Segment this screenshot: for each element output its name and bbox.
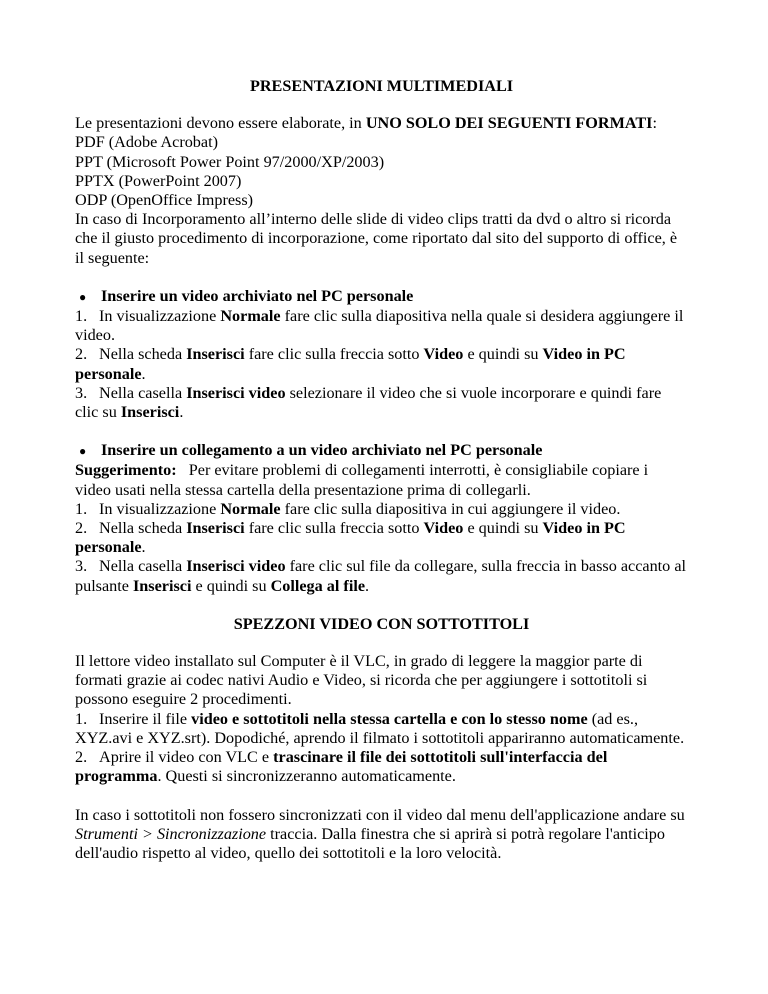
numbered-step <box>75 748 688 786</box>
step-bold-text: Inserisci video <box>186 383 286 402</box>
section1-heading <box>75 287 688 307</box>
intro-bold: UNO SOLO DEI SEGUENTI FORMATI <box>365 114 653 133</box>
tip-label: Suggerimento: <box>75 461 177 480</box>
step-text: Inserire il file <box>99 709 192 728</box>
step-text: Aprire il video con VLC e <box>99 748 274 767</box>
step-bold-text: Inserisci <box>186 345 245 364</box>
step-text: fare clic sulla diapositiva in cui aggiungere il video. <box>280 499 621 518</box>
incorporation-note: In caso di Incorporamento all’interno delle slide di video clips tratti da dvd o altro si ricorda che il giusto procedimento di incorporazione, come riportato dal sito del supporto di office, è il seguente: <box>75 210 678 267</box>
numbered-step <box>75 345 688 383</box>
intro-prefix: Le presentazioni devono essere elaborate, in <box>75 114 366 133</box>
step-text: fare clic sulla freccia sotto <box>244 519 424 538</box>
step-number: 1. <box>75 499 88 518</box>
title-spezzoni: SPEZZONI VIDEO CON SOTTOTITOLI <box>233 614 530 633</box>
sync-note-part: In caso i sottotitoli non fossero sincronizzati con il video dal menu dell'applicazione andare su <box>75 805 685 824</box>
numbered-step <box>75 500 688 519</box>
bullet-icon: ● <box>79 289 87 304</box>
step-text: In visualizzazione <box>99 307 221 326</box>
step-bold-text: Normale <box>220 499 281 518</box>
step-text: . Questi si sincronizzeranno automaticamente. <box>157 767 456 786</box>
step-text: selezionare il video che si vuole incorporare e quindi fare clic su <box>75 383 662 422</box>
step-bold-text: Video <box>423 519 464 538</box>
format-line: PPT (Microsoft Power Point 97/2000/XP/2003) <box>75 152 385 171</box>
step-text: e quindi su <box>191 576 271 595</box>
step-number: 2. <box>75 345 88 364</box>
step-number: 1. <box>75 709 88 728</box>
step-text: . <box>141 364 146 383</box>
sync-note <box>75 806 688 864</box>
step-number: 2. <box>75 519 88 538</box>
bullet-icon: ● <box>79 444 87 459</box>
step-text: In visualizzazione <box>99 499 221 518</box>
section1-steps <box>75 307 688 422</box>
numbered-step <box>75 384 688 422</box>
vlc-steps <box>75 710 688 787</box>
step-number: 1. <box>75 307 88 326</box>
title-presentazioni: PRESENTAZIONI MULTIMEDIALI <box>249 77 514 95</box>
step-bold-text: trascinare il file dei sottotitoli sull'interfaccia del programma <box>75 748 608 786</box>
vlc-intro: Il lettore video installato sul Computer è il VLC, in grado di leggere la maggior parte di formati grazie ai codec nativi Audio e Video, si ricorda che per aggiungere i sottotitoli si possono eseguire 2 procedimenti. <box>75 652 648 709</box>
section2-steps <box>75 500 688 596</box>
step-text: . <box>141 538 146 557</box>
step-bold-text: Inserisci <box>186 519 245 538</box>
intro-suffix: : <box>652 114 657 133</box>
step-bold-text: Inserisci <box>133 576 192 595</box>
step-text: fare clic sulla diapositiva nella quale si desidera aggiungere il video. <box>75 307 684 345</box>
step-text: . <box>365 576 370 595</box>
step-bold-text: Video in PC personale <box>75 519 626 557</box>
format-line: ODP (OpenOffice Impress) <box>75 191 254 210</box>
step-bold-text: Inserisci <box>120 403 180 422</box>
section2-heading-text: Inserire un collegamento a un video archiviato nel PC personale <box>101 441 543 460</box>
step-number: 3. <box>75 383 88 402</box>
step-bold-text: Video in PC personale <box>75 345 626 383</box>
step-bold-text: video e sottotitoli nella stessa cartella e con lo stesso nome <box>191 709 588 728</box>
tip-text: Per evitare problemi di collegamenti interrotti, è consigliabile copiare i video usati nella stessa cartella della presentazione prima di collegarli. <box>75 461 649 499</box>
format-line: PDF (Adobe Acrobat) <box>75 133 218 152</box>
numbered-step <box>75 519 688 557</box>
numbered-step <box>75 557 688 595</box>
step-text: Nella casella <box>99 383 187 402</box>
step-bold-text: Inserisci video <box>186 557 286 576</box>
step-text: Nella scheda <box>99 519 187 538</box>
step-bold-text: Normale <box>220 307 281 326</box>
numbered-step <box>75 307 688 345</box>
format-line: PPTX (PowerPoint 2007) <box>75 171 242 190</box>
sync-note-part: traccia. Dalla finestra che si aprirà si potrà regolare l'anticipo dell'audio rispetto al video, quello dei sottotitoli e la loro velocità. <box>75 824 665 862</box>
tip-paragraph <box>75 461 688 499</box>
step-text: e quindi su <box>463 345 543 364</box>
sync-note-italic: Strumenti > Sincronizzazione <box>75 824 267 843</box>
step-bold-text: Collega al file <box>270 576 365 595</box>
step-text: fare clic sulla freccia sotto <box>244 345 424 364</box>
step-text: fare clic sul file da collegare, sulla freccia in basso accanto al pulsante <box>75 557 686 595</box>
step-number: 2. <box>75 748 88 767</box>
step-bold-text: Video <box>423 345 464 364</box>
intro-paragraph <box>75 114 688 133</box>
step-text: (ad es., XYZ.avi e XYZ.srt). Dopodiché, aprendo il filmato i sottotitoli appariranno automaticamente. <box>75 709 685 747</box>
step-text: . <box>179 403 184 422</box>
step-number: 3. <box>75 557 88 576</box>
section1-heading-text: Inserire un video archiviato nel PC personale <box>101 286 414 305</box>
step-text: e quindi su <box>463 519 543 538</box>
section2-heading <box>75 441 688 461</box>
step-text: Nella scheda <box>99 345 187 364</box>
numbered-step <box>75 710 688 748</box>
step-text: Nella casella <box>99 557 187 576</box>
